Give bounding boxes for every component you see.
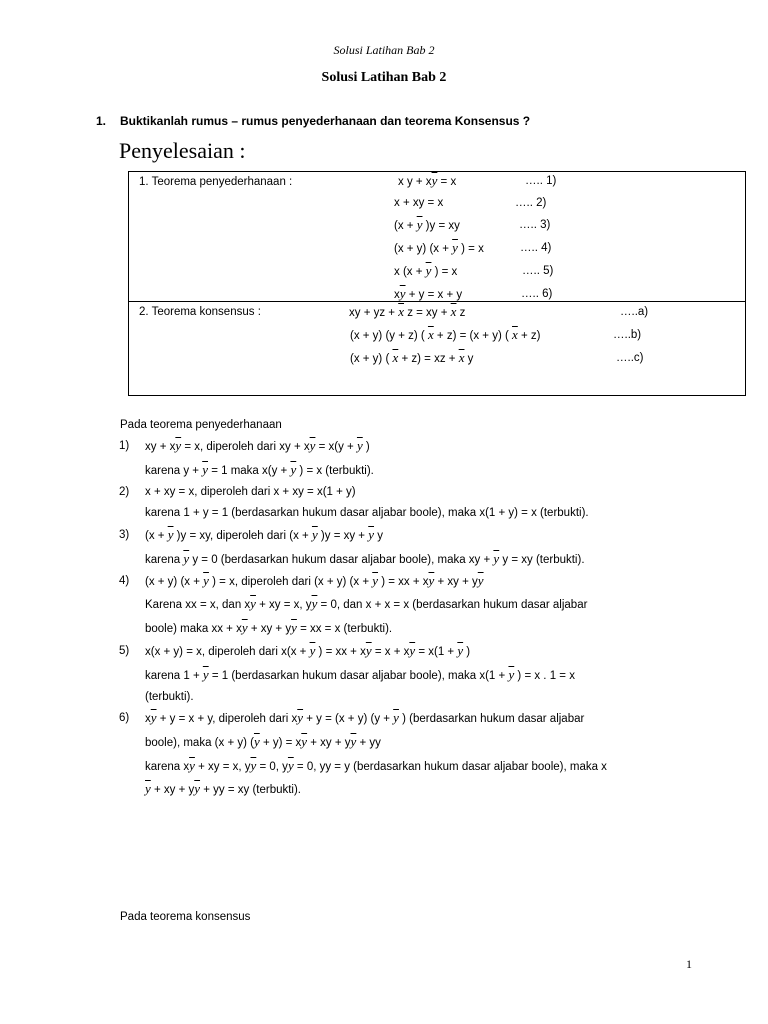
- simplification-theorem-label: 1. Teorema penyederhanaan :: [139, 176, 293, 188]
- solution-heading: Penyelesaian :: [119, 138, 246, 163]
- simplification-formula: ($x + \overline{y}$ )y = xy: [394, 217, 460, 232]
- formula-ref: ….. 5): [522, 265, 554, 277]
- proof-line: karena $1 + \overline{y} = 1$ (berdasarkan hukum dasar aljabar boole), maka $x(1 + \overline{y}$ ) = x . 1 = x: [145, 667, 575, 682]
- consensus-formula: (x + y) (y + z) ( $\overline{x} + z) = (x + y)$ ( $\overline{x} + z$): [350, 327, 541, 342]
- proof-line: $x\overline{y} + y = x + y$, diperoleh dari $x\overline{y} + y = (x + y) (y + \overline{y}$ ) (berdasarkan hukum dasar aljabar: [145, 710, 585, 725]
- complement-variable: $\overline{y}$: [250, 596, 256, 611]
- complement-variable: $\overline{x}$: [512, 327, 518, 342]
- consensus-theorem-label: 2. Teorema konsensus :: [139, 306, 261, 318]
- question-text: Buktikanlah rumus – rumus penyederhanaan dan teorema Konsensus ?: [120, 114, 531, 128]
- running-header: Solusi Latihan Bab 2: [333, 43, 435, 57]
- proof-line: (x + y) ($x + \overline{y}$ ) = x, diperoleh dari (x + y) ($x + \overline{y}$ ) = xx + $x\overline{y}$ + xy + $y\overline{y}$: [145, 573, 484, 588]
- complement-variable: $\overline{y}$: [309, 643, 316, 658]
- complement-variable: $\overline{y}$: [477, 573, 484, 588]
- complement-variable: $\overline{y}$: [291, 620, 297, 635]
- formula-ref: ….. 3): [519, 219, 551, 231]
- complement-variable: $\overline{y}$: [372, 573, 379, 588]
- complement-variable: $\overline{y}$: [409, 643, 416, 658]
- proof-number: 3): [119, 529, 130, 541]
- page-number: 1: [686, 957, 692, 971]
- formula-ref: ….. 1): [525, 175, 557, 187]
- formula-ref: …..a): [620, 306, 649, 318]
- simplification-formula: (x + y) ($x + \overline{y}$ ) = x: [394, 240, 484, 255]
- proof-line: ($x + \overline{y}$ )y = xy, diperoleh dari ($x + \overline{y}$ )y = xy + $\overline{y}$ y: [145, 527, 383, 542]
- complement-variable: $\overline{y}$: [290, 462, 297, 477]
- complement-variable: $\overline{x}$: [458, 350, 465, 365]
- complement-variable: $\overline{y}$: [425, 263, 432, 278]
- page-title: Solusi Latihan Bab 2: [321, 70, 447, 85]
- complement-variable: $\overline{y}$: [431, 173, 438, 188]
- complement-variable: $\overline{y}$: [301, 734, 308, 749]
- complement-variable: $\overline{y}$: [393, 710, 399, 725]
- formula-ref: ….. 6): [521, 288, 553, 300]
- complement-variable: $\overline{y}$: [202, 462, 208, 477]
- complement-variable: $\overline{y}$: [194, 781, 201, 796]
- formula-ref: …..c): [616, 352, 644, 364]
- proof-number: 2): [119, 486, 130, 498]
- complement-variable: $\overline{y}$: [189, 758, 195, 773]
- complement-variable: $\overline{x}$: [398, 304, 404, 319]
- complement-variable: $\overline{y}$: [203, 573, 209, 588]
- simplification-formula: $x\overline{y} + y = x + y$: [394, 286, 463, 301]
- proof-line: x + xy = x, diperoleh dari x + xy = x(1 + y): [145, 486, 356, 498]
- complement-variable: $\overline{y}$: [399, 286, 406, 301]
- simplification-formula: x $y + x\overline{y} = x$: [398, 173, 457, 188]
- proof-line: xy + $x\overline{y} = x$, diperoleh dari xy + $x\overline{y} = x(y + \overline{y}$ ): [145, 438, 370, 453]
- formula-ref: ….. 4): [520, 242, 552, 254]
- formula-ref: …..b): [613, 329, 642, 341]
- complement-variable: $\overline{x}$: [392, 350, 399, 365]
- proof-line: (terbukti).: [145, 691, 194, 703]
- proof-line: karena $\overline{y}$ y = 0 (berdasarkan hukum dasar aljabar boole), maka xy + $\overline{y}$ y = xy (terbukti).: [145, 551, 585, 566]
- complement-variable: $\overline{y}$: [428, 573, 435, 588]
- complement-variable: $\overline{y}$: [309, 438, 316, 453]
- proof-number: 6): [119, 712, 130, 724]
- complement-variable: $\overline{y}$: [253, 734, 260, 749]
- proof-line: boole), maka (x + y) $(\overline{y} + y) = x\overline{y}$ + xy + $y\overline{y}$ + yy: [145, 734, 381, 749]
- proof-line: Karena xx = x, dan $x\overline{y}$ + xy = x, $y\overline{y} = 0$, dan x + x = x (berdasarkan hukum dasar aljabar: [145, 596, 588, 611]
- complement-variable: $\overline{y}$: [365, 643, 372, 658]
- complement-variable: $\overline{y}$: [167, 527, 174, 542]
- proof-number: 1): [119, 440, 130, 452]
- complement-variable: $\overline{y}$: [416, 217, 423, 232]
- complement-variable: $\overline{y}$: [145, 781, 151, 796]
- proof-line: boole) maka xx + $x\overline{y}$ + xy + $y\overline{y}$ = xx = x (terbukti).: [145, 620, 393, 635]
- complement-variable: $\overline{x}$: [427, 327, 434, 342]
- proof-line: karena $x\overline{y}$ + xy = x, $y\overline{y} = 0$, $y\overline{y} = 0$, yy = y (berdasarkan hukum dasar aljabar boole), maka x: [145, 758, 607, 773]
- simplification-formula: x ($x + \overline{y}$ ) = x: [394, 263, 458, 278]
- proof-line: x(x + y) = x, diperoleh dari $x(x + \overline{y}$ ) = xx + $x\overline{y} = x + x\overline{y} = x(1 + \overline{y}$ ): [145, 643, 471, 658]
- question-number: 1.: [96, 114, 107, 128]
- consensus-formula: xy + yz + $\overline{x}$ z = xy + $\overline{x}$ z: [349, 304, 466, 319]
- proof-line: karena 1 + y = 1 (berdasarkan hukum dasar aljabar boole), maka x(1 + y) = x (terbukti).: [145, 507, 589, 519]
- complement-variable: $\overline{y}$: [250, 758, 257, 773]
- consensus-formula: (x + y) ( $\overline{x} + z$) = xz + $\overline{x}$ y: [350, 350, 474, 365]
- proof-number: 4): [119, 575, 130, 587]
- complement-variable: $\overline{y}$: [183, 551, 190, 566]
- complement-variable: $\overline{y}$: [311, 596, 318, 611]
- complement-variable: $\overline{y}$: [297, 710, 304, 725]
- complement-variable: $\overline{y}$: [508, 667, 515, 682]
- complement-variable: $\overline{y}$: [175, 438, 182, 453]
- proof-number: 5): [119, 645, 130, 657]
- complement-variable: $\overline{x}$: [450, 304, 457, 319]
- simplification-section-title: Pada teorema penyederhanaan: [120, 419, 282, 431]
- complement-variable: $\overline{y}$: [457, 643, 464, 658]
- simplification-formula: x + xy = x: [394, 197, 444, 209]
- complement-variable: $\overline{y}$: [493, 551, 500, 566]
- complement-variable: $\overline{y}$: [241, 620, 248, 635]
- complement-variable: $\overline{y}$: [356, 438, 363, 453]
- complement-variable: $\overline{y}$: [202, 667, 209, 682]
- proof-line: $\overline{y}$ + xy + $y\overline{y}$ + yy = xy (terbukti).: [145, 781, 302, 796]
- simplification-theorem-box: [128, 171, 746, 302]
- complement-variable: $\overline{y}$: [368, 527, 375, 542]
- complement-variable: $\overline{y}$: [287, 758, 294, 773]
- complement-variable: $\overline{y}$: [311, 527, 318, 542]
- complement-variable: $\overline{y}$: [350, 734, 357, 749]
- consensus-section-title: Pada teorema konsensus: [120, 911, 251, 923]
- complement-variable: $\overline{y}$: [150, 710, 157, 725]
- proof-line: karena $y + \overline{y} = 1$ maka $x(y + \overline{y}$ ) = x (terbukti).: [145, 462, 374, 477]
- complement-variable: $\overline{y}$: [452, 240, 458, 255]
- formula-ref: ….. 2): [515, 197, 547, 209]
